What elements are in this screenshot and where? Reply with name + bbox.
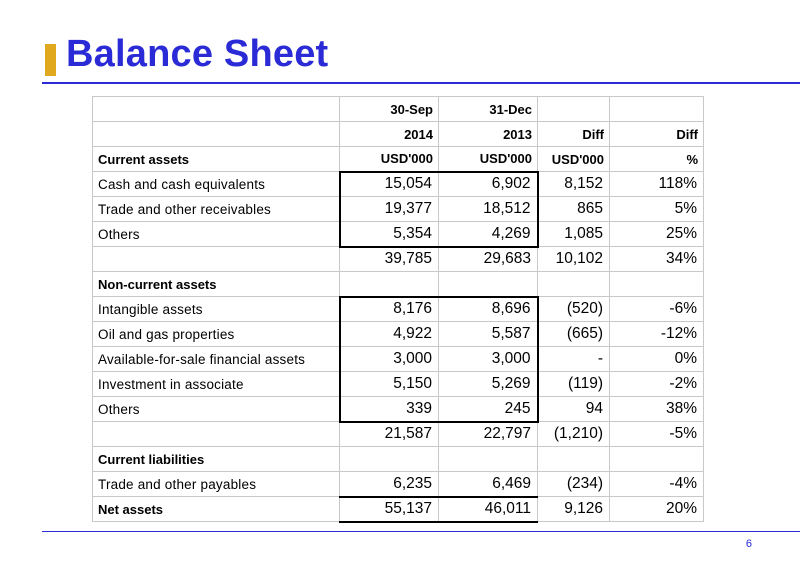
row-label <box>93 422 340 447</box>
value-cell: 5,269 <box>439 372 538 397</box>
row-label: Trade and other payables <box>93 472 340 497</box>
header-cell <box>93 97 340 122</box>
header-row-period <box>93 97 704 122</box>
value-cell: 15,054 <box>340 172 439 197</box>
value-cell: (665) <box>538 322 610 347</box>
table-row <box>93 472 704 497</box>
table-row <box>93 222 704 247</box>
title-accent-bar <box>45 44 56 76</box>
header-cell: 30-Sep <box>340 97 439 122</box>
header-cell: Diff <box>538 122 610 147</box>
value-cell: 118% <box>610 172 704 197</box>
value-cell: 3,000 <box>439 347 538 372</box>
value-cell: 6,469 <box>439 472 538 497</box>
row-label: Intangible assets <box>93 297 340 322</box>
table-row <box>93 172 704 197</box>
page-number: 6 <box>745 538 752 550</box>
empty-cell <box>610 447 704 472</box>
row-label <box>93 247 340 272</box>
value-cell: -6% <box>610 297 704 322</box>
value-cell: 10,102 <box>538 247 610 272</box>
value-cell: (119) <box>538 372 610 397</box>
table-row <box>93 397 704 422</box>
row-label: Available-for-sale financial assets <box>93 347 340 372</box>
header-cell <box>610 97 704 122</box>
value-cell: 25% <box>610 222 704 247</box>
value-cell: 3,000 <box>340 347 439 372</box>
section-row <box>93 447 704 472</box>
section-heading-non-current-assets: Non-current assets <box>93 272 340 297</box>
value-cell: 339 <box>340 397 439 422</box>
value-cell: 46,011 <box>439 497 538 522</box>
header-cell: USD'000 <box>340 147 439 172</box>
balance-sheet-table <box>92 96 704 523</box>
header-cell <box>93 122 340 147</box>
section-heading-current-liabilities: Current liabilities <box>93 447 340 472</box>
row-label: Trade and other receivables <box>93 197 340 222</box>
value-cell: 5% <box>610 197 704 222</box>
header-cell: Diff <box>610 122 704 147</box>
header-cell: USD'000 <box>538 147 610 172</box>
table-row <box>93 347 704 372</box>
empty-cell <box>610 272 704 297</box>
value-cell: (520) <box>538 297 610 322</box>
section-row <box>93 272 704 297</box>
row-label: Net assets <box>93 497 340 522</box>
header-cell: USD'000 <box>439 147 538 172</box>
table-row <box>93 322 704 347</box>
header-row-units <box>93 147 704 172</box>
value-cell: 22,797 <box>439 422 538 447</box>
value-cell: 5,150 <box>340 372 439 397</box>
empty-cell <box>340 272 439 297</box>
empty-cell <box>439 272 538 297</box>
value-cell: 1,085 <box>538 222 610 247</box>
row-label: Oil and gas properties <box>93 322 340 347</box>
header-cell: 2013 <box>439 122 538 147</box>
value-cell: 865 <box>538 197 610 222</box>
row-label: Cash and cash equivalents <box>93 172 340 197</box>
net-assets-row <box>93 497 704 522</box>
value-cell: 245 <box>439 397 538 422</box>
header-cell <box>538 97 610 122</box>
empty-cell <box>340 447 439 472</box>
value-cell: 34% <box>610 247 704 272</box>
value-cell: 9,126 <box>538 497 610 522</box>
slide-title: Balance Sheet <box>66 33 329 75</box>
value-cell: 8,152 <box>538 172 610 197</box>
value-cell: 94 <box>538 397 610 422</box>
value-cell: 8,696 <box>439 297 538 322</box>
value-cell: 8,176 <box>340 297 439 322</box>
value-cell: 20% <box>610 497 704 522</box>
value-cell: -2% <box>610 372 704 397</box>
subtotal-row <box>93 247 704 272</box>
table-row <box>93 372 704 397</box>
value-cell: 5,587 <box>439 322 538 347</box>
value-cell: 29,683 <box>439 247 538 272</box>
empty-cell <box>439 447 538 472</box>
value-cell: 18,512 <box>439 197 538 222</box>
empty-cell <box>538 272 610 297</box>
value-cell: 5,354 <box>340 222 439 247</box>
value-cell: 0% <box>610 347 704 372</box>
value-cell: 38% <box>610 397 704 422</box>
section-heading-current-assets: Current assets <box>93 147 340 172</box>
header-cell: 2014 <box>340 122 439 147</box>
value-cell: 4,269 <box>439 222 538 247</box>
value-cell: (1,210) <box>538 422 610 447</box>
value-cell: 6,902 <box>439 172 538 197</box>
value-cell: 39,785 <box>340 247 439 272</box>
header-cell: % <box>610 147 704 172</box>
value-cell: (234) <box>538 472 610 497</box>
row-label: Others <box>93 397 340 422</box>
empty-cell <box>538 447 610 472</box>
header-cell: 31-Dec <box>439 97 538 122</box>
footer-divider <box>42 531 800 532</box>
value-cell: -5% <box>610 422 704 447</box>
value-cell: 19,377 <box>340 197 439 222</box>
value-cell: -4% <box>610 472 704 497</box>
title-divider <box>42 82 800 84</box>
subtotal-row <box>93 422 704 447</box>
value-cell: - <box>538 347 610 372</box>
row-label: Investment in associate <box>93 372 340 397</box>
value-cell: 4,922 <box>340 322 439 347</box>
value-cell: 6,235 <box>340 472 439 497</box>
header-row-year <box>93 122 704 147</box>
value-cell: 21,587 <box>340 422 439 447</box>
value-cell: -12% <box>610 322 704 347</box>
table-row <box>93 297 704 322</box>
row-label: Others <box>93 222 340 247</box>
table-row <box>93 197 704 222</box>
value-cell: 55,137 <box>340 497 439 522</box>
